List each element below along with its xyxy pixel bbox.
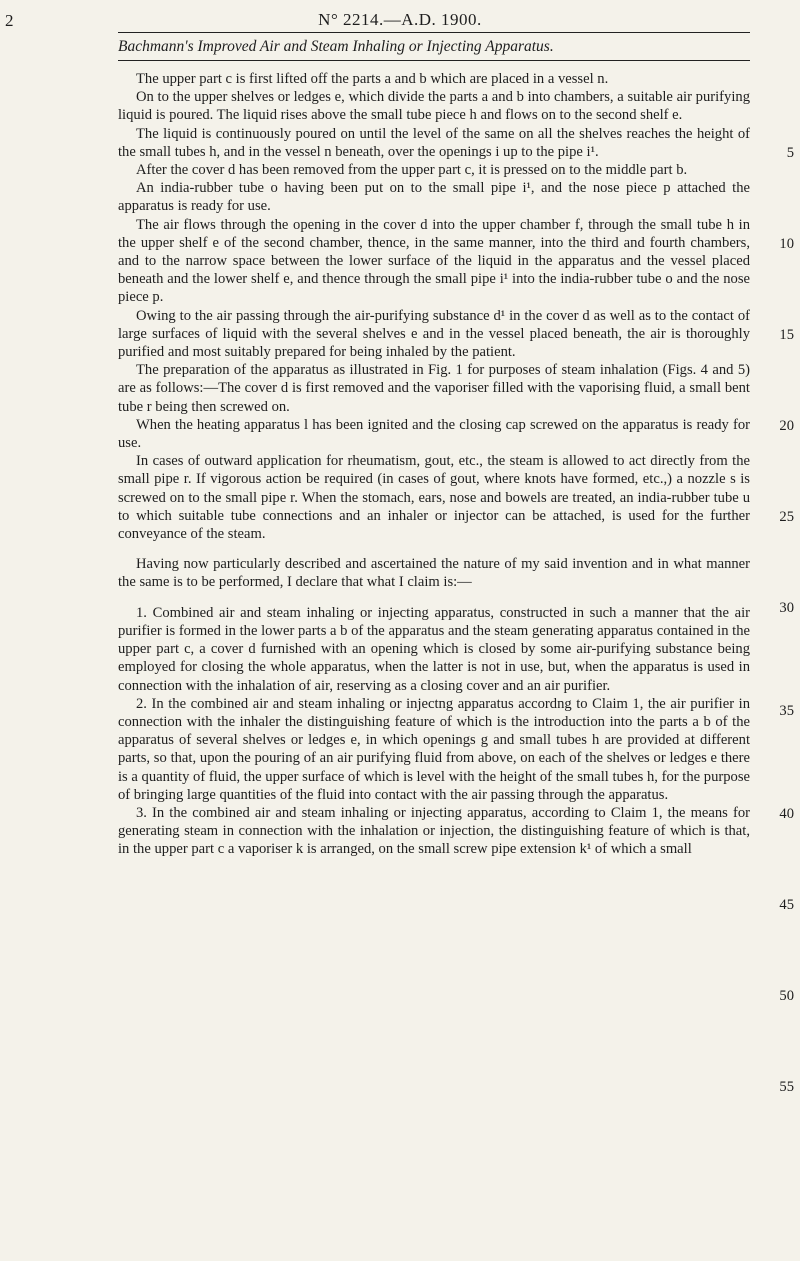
claim-3: 3. In the combined air and steam inhaling or injecting apparatus, according to Claim 1, the means for generating steam in connection with the inhalation or injection, the distinguishing feature of which is that, in the upper part c a vaporiser k is arranged, on the small screw pipe extension k¹ of which a small [118, 804, 750, 858]
paragraph: The upper part c is first lifted off the parts a and b which are placed in a vessel n. [136, 71, 609, 87]
line-number: 40 [779, 806, 794, 822]
line-number: 50 [779, 988, 794, 1004]
line-number: 45 [779, 897, 794, 913]
document-number: N° 2214.—A.D. 1900. [318, 10, 482, 29]
line-number: 5 [786, 145, 794, 161]
header-rule-bottom [118, 60, 750, 61]
paragraph: The air flows through the opening in the cover d into the upper chamber f, through the small tube h in the upper shelf e of the second chamber, thence, in the same manner, into the third and fourth chambers, and to the narrow space between the lower surface of the liquid in the apparatus and the vessel placed beneath and the lower shelf e, and thence through the small pipe i¹ into the india-rubber tube o and the nose piece p. [118, 216, 750, 306]
paragraph: Owing to the air passing through the air-purifying substance d¹ in the cover d as well as to the contact of large surfaces of liquid with the several shelves e and in the vessel placed beneath, the air is thoroughly purified and most suitably prepared for being inhaled by the patient. [118, 307, 750, 361]
line-number: 25 [779, 509, 794, 525]
paragraph: When the heating apparatus l has been ignited and the closing cap screwed on the apparatus is ready for use. [118, 416, 750, 452]
paragraph: After the cover d has been removed from the upper part c, it is pressed on to the middle part b. [136, 162, 688, 179]
line-number: 10 [779, 236, 794, 252]
paragraph: The liquid is continuously poured on until the level of the same on all the shelves reaches the height of the small tubes h, and in the vessel n beneath, over the openings i up to the pipe i¹. [118, 125, 750, 160]
specification-text [118, 70, 750, 859]
paragraph: An india-rubber tube o having been put on to the small pipe i¹, and the nose piece p attached the apparatus is ready for use. [118, 180, 750, 215]
paragraph: On to the upper shelves or ledges e, which divide the parts a and b into chambers, a suitable air purifying liquid is poured. The liquid rises above the small tube piece h and flows on to the second shelf e. [118, 89, 750, 124]
running-title: Bachmann's Improved Air and Steam Inhaling or Injecting Apparatus. [118, 38, 554, 55]
paragraph: The preparation of the apparatus as illustrated in Fig. 1 for purposes of steam inhalation (Figs. 4 and 5) are as follows:—The cover d is first removed and the vaporiser filled with the vaporising fluid, a small bent tube r being then screwed on. [118, 362, 750, 415]
declaration: Having now particularly described and ascertained the nature of my said invention and in what manner the same is to be performed, I declare that what I claim is:— [118, 556, 750, 591]
page-number: 2 [5, 11, 14, 30]
line-number: 35 [779, 703, 794, 719]
header-rule-top [118, 32, 750, 33]
line-number: 55 [779, 1079, 794, 1095]
line-number: 30 [779, 600, 794, 616]
line-number: 20 [779, 418, 794, 434]
claim-2: 2. In the combined air and steam inhaling or injectng apparatus accordng to Claim 1, the air purifier in connection with the inhaler the distinguishing feature of which is the introduction into the parts a b of the apparatus of several shelves or ledges e, in which openings g and small tubes h are provided at different parts, so that, upon the pouring of an air purifying fluid from above, on each of the shelves or ledges e there is a quantity of fluid, the upper surface of which is level with the height of the small tubes h, for the purpose of bringing large quantities of the fluid into contact with the air passing through the apparatus. [118, 695, 750, 803]
line-number: 15 [779, 327, 794, 343]
paragraph: In cases of outward application for rheumatism, gout, etc., the steam is allowed to act directly from the small pipe r. If vigorous action be required (in cases of gout, where knots have formed, etc.,) a nozzle s is screwed on to the small pipe r. When the stomach, ears, nose and bowels are treated, an india-rubber tube u to which suitable tube connections and an inhaler or injector can be attached, is used for the further conveyance of the steam. [118, 453, 750, 543]
claim-1: 1. Combined air and steam inhaling or injecting apparatus, constructed in such a manner that the air purifier is formed in the lower parts a b of the apparatus and the steam generating apparatus contained in the upper part c, a cover d furnished with an opening which is closed by some air-purifying substance being employed for closing the whole apparatus, when the latter is not in use, but, when the apparatus is used in connection with the inhalation of air, reserving as a closing cover and an air purifier. [118, 604, 750, 694]
